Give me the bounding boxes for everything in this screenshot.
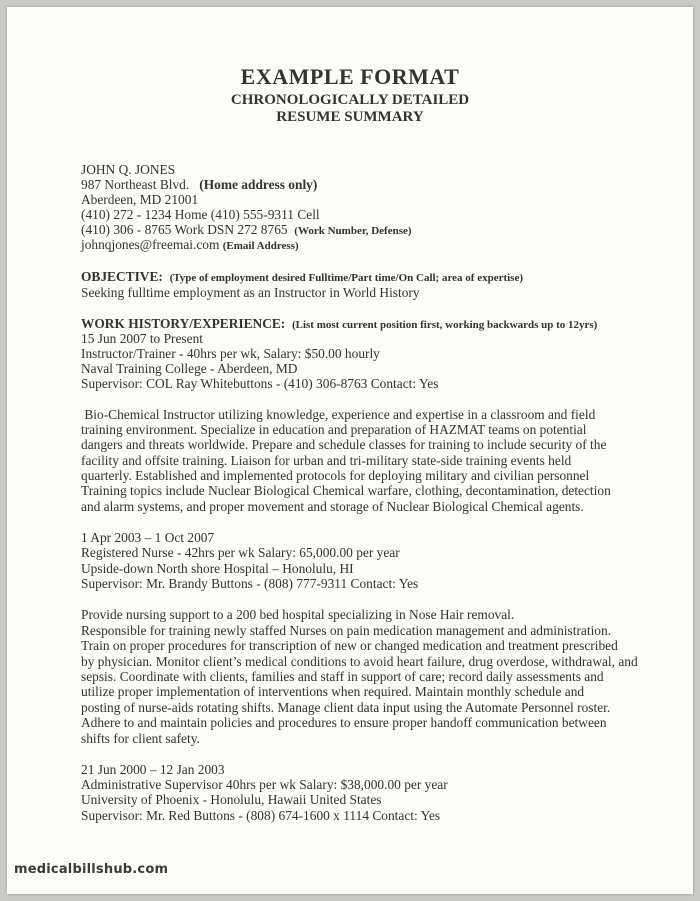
- document-subtitle-2: RESUME SUMMARY: [276, 109, 424, 125]
- work-heading: WORK HISTORY/EXPERIENCE:: [81, 316, 286, 331]
- job-employer: Upside-down North shore Hospital – Honolulu, HI: [81, 561, 354, 576]
- job-dates: 1 Apr 2003 – 1 Oct 2007: [81, 530, 215, 545]
- job-dates: 15 Jun 2007 to Present: [81, 331, 203, 346]
- job-title: Administrative Supervisor 40hrs per wk Salary: $38,000.00 per year: [81, 777, 448, 792]
- work-note: (List most current position first, working backwards up to 12yrs): [291, 319, 598, 331]
- contact-email-note: (Email Address): [222, 240, 299, 252]
- job-description-line: Train on proper procedures for transcription of new or changed medication and treatment prescribed: [81, 638, 618, 653]
- job-description-line: training environment. Specialize in education and preparation of HAZMAT teams on potential: [81, 422, 587, 437]
- contact-email: johnqjones@freemai.com: [81, 237, 220, 252]
- job-description-line: and alarm systems, and proper movement and storage of Nuclear Biological Chemical agents.: [81, 499, 584, 514]
- job-description-line: sepsis. Coordinate with clients, families and staff in support of care; record daily assessments and: [81, 669, 604, 684]
- contact-street-line: [81, 177, 317, 192]
- contact-street: 987 Northeast Blvd.: [81, 177, 190, 192]
- job-dates: 21 Jun 2000 – 12 Jan 2003: [81, 762, 225, 777]
- contact-work-note: (Work Number, Defense): [294, 225, 412, 237]
- contact-email-line: [81, 237, 299, 254]
- job-supervisor: Supervisor: Mr. Brandy Buttons - (808) 777-9311 Contact: Yes: [81, 576, 419, 591]
- job-description-line: by physician. Monitor client’s medical conditions to avoid heart failure, drug overdose, withdrawal, and: [81, 654, 638, 669]
- objective-text: Seeking fulltime employment as an Instructor in World History: [81, 285, 420, 300]
- job-title: Instructor/Trainer - 40hrs per wk, Salary: $50.00 hourly: [81, 346, 380, 361]
- contact-street-note: (Home address only): [199, 177, 318, 192]
- job-description-line: Adhere to and maintain policies and procedures to ensure proper handoff communication between: [81, 715, 607, 730]
- job-description-line: posting of nurse-aids rotating shifts. Manage client data input using the Automate Personnel roster.: [81, 700, 611, 715]
- job-description-line: facility and offsite training. Liaison for urban and tri-military state-side training events held: [81, 453, 572, 468]
- job-description-line: shifts for client safety.: [81, 731, 200, 746]
- objective-heading-line: [81, 269, 523, 286]
- job-supervisor: Supervisor: COL Ray Whitebuttons - (410) 306-8763 Contact: Yes: [81, 376, 439, 391]
- job-description-line: dangers and threats worldwide. Prepare and schedule classes for training to include security of the: [81, 437, 607, 452]
- job-employer: Naval Training College - Aberdeen, MD: [81, 361, 298, 376]
- document-title: EXAMPLE FORMAT: [240, 64, 460, 89]
- job-description-line: Bio-Chemical Instructor utilizing knowledge, experience and expertise in a classroom and field: [81, 407, 596, 422]
- watermark-text: medicalbillshub.com: [14, 862, 169, 877]
- objective-heading: OBJECTIVE:: [81, 269, 163, 284]
- contact-name: JOHN Q. JONES: [81, 162, 176, 177]
- job-supervisor: Supervisor: Mr. Red Buttons - (808) 674-1600 x 1114 Contact: Yes: [81, 808, 441, 823]
- document-subtitle: CHRONOLOGICALLY DETAILED: [230, 92, 470, 108]
- job-title: Registered Nurse - 42hrs per wk Salary: 65,000.00 per year: [81, 545, 400, 560]
- job-description-line: utilize proper implementation of interventions when required. Maintain monthly schedule and: [81, 684, 585, 699]
- objective-note: (Type of employment desired Fulltime/Part time/On Call; area of expertise): [169, 272, 524, 284]
- job-employer: University of Phoenix - Honolulu, Hawaii United States: [81, 792, 382, 807]
- job-description-line: Training topics include Nuclear Biological Chemical warfare, clothing, decontamination, detection: [81, 483, 611, 498]
- job-description-line: Responsible for training newly staffed Nurses on pain medication management and administration.: [81, 623, 612, 638]
- job-description-line: Provide nursing support to a 200 bed hospital specializing in Nose Hair removal.: [81, 607, 515, 622]
- contact-work-phone: (410) 306 - 8765 Work DSN 272 8765: [81, 222, 288, 237]
- contact-city: Aberdeen, MD 21001: [81, 192, 199, 207]
- job-description-line: quarterly. Established and implemented protocols for deploying military and civilian personnel: [81, 468, 590, 483]
- contact-phones: (410) 272 - 1234 Home (410) 555-9311 Cell: [81, 207, 320, 222]
